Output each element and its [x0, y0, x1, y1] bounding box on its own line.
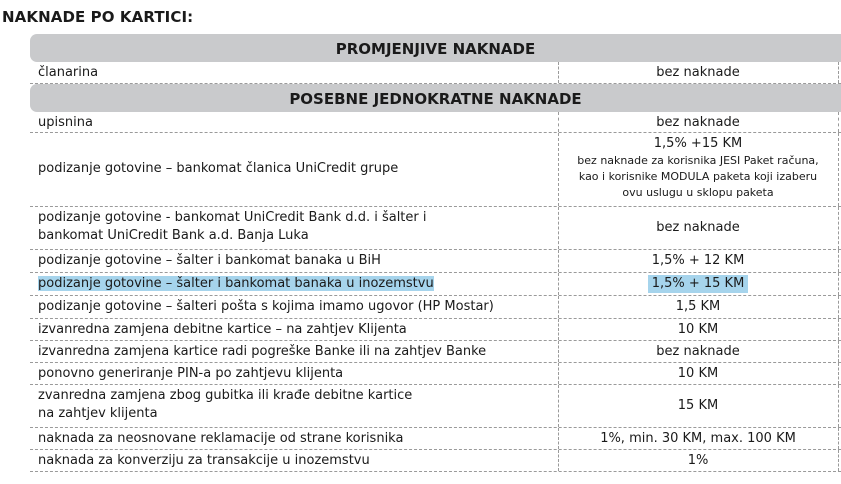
- row-label: naknada za neosnovane reklamacije od strane korisnika: [38, 431, 404, 446]
- table-row: [30, 385, 841, 428]
- row-label: podizanje gotovine - bankomat UniCredit Bank d.d. i šalter i bankomat UniCredit Bank a.d. Banja Luka: [38, 210, 427, 243]
- table-row: [30, 207, 841, 250]
- value-note: kao i korisnike MODULA paketa koji izaberu: [578, 170, 818, 183]
- table-row: [30, 450, 841, 472]
- row-value: bez naknade: [558, 207, 837, 249]
- row-value: bez naknade: [558, 112, 837, 132]
- table-row: [30, 133, 841, 207]
- table-row: [30, 319, 841, 341]
- row-value: 1%, min. 30 KM, max. 100 KM: [558, 428, 837, 449]
- row-label: ponovno generiranje PIN-a po zahtjevu klijenta: [38, 366, 344, 381]
- row-label: zvanredna zamjena zbog gubitka ili krađe debitne kartice na zahtjev klijenta: [38, 388, 413, 421]
- row-value: bez naknade: [558, 341, 837, 362]
- row-value: 10 KM: [558, 363, 837, 384]
- table-row: [30, 363, 841, 385]
- section-title: PROMJENJIVE NAKNADE: [335, 40, 536, 58]
- row-label: podizanje gotovine – šalter i bankomat banaka u inozemstvu: [38, 276, 434, 291]
- table-row: [30, 428, 841, 450]
- table-row: [30, 250, 841, 273]
- row-value: bez naknade: [558, 62, 837, 83]
- row-value: 15 KM: [558, 385, 837, 427]
- document-title: NAKNADE PO KARTICI:: [2, 8, 194, 26]
- value-note: ovu uslugu u sklopu paketa: [622, 186, 774, 199]
- row-label: podizanje gotovine – šalteri pošta s kojima imamo ugovor (HP Mostar): [38, 299, 494, 314]
- table-row: [30, 296, 841, 319]
- row-value: 1,5 KM: [558, 296, 837, 318]
- row-label: izvanredna zamjena debitne kartice – na zahtjev Klijenta: [38, 322, 407, 337]
- table-row: [30, 341, 841, 363]
- value-main: 1,5% +15 KM: [653, 136, 743, 151]
- fees-table: [30, 34, 841, 472]
- row-label: upisnina: [38, 115, 93, 130]
- row-label: podizanje gotovine – bankomat članica UniCredit grupe: [38, 161, 399, 176]
- row-label: članarina: [38, 65, 99, 80]
- row-label: naknada za konverziju za transakcije u inozemstvu: [38, 453, 370, 468]
- table-row: [30, 62, 841, 84]
- section-header-variable-fees: [30, 34, 841, 62]
- value-note: bez naknade za korisnika JESI Paket računa,: [577, 154, 819, 167]
- table-row: [30, 112, 841, 133]
- row-value: 1,5% + 12 KM: [558, 250, 837, 272]
- row-label: podizanje gotovine – šalter i bankomat banaka u BiH: [38, 253, 381, 268]
- row-value: 1,5% + 15 KM: [558, 273, 837, 295]
- section-title: POSEBNE JEDNOKRATNE NAKNADE: [289, 90, 582, 108]
- row-value: 10 KM: [558, 319, 837, 340]
- table-row-highlighted: [30, 273, 841, 296]
- row-value: 1%: [558, 450, 837, 471]
- row-value: [558, 133, 837, 206]
- row-label: izvanredna zamjena kartice radi pogreške Banke ili na zahtjev Banke: [38, 344, 487, 359]
- section-header-one-time-fees: [30, 84, 841, 112]
